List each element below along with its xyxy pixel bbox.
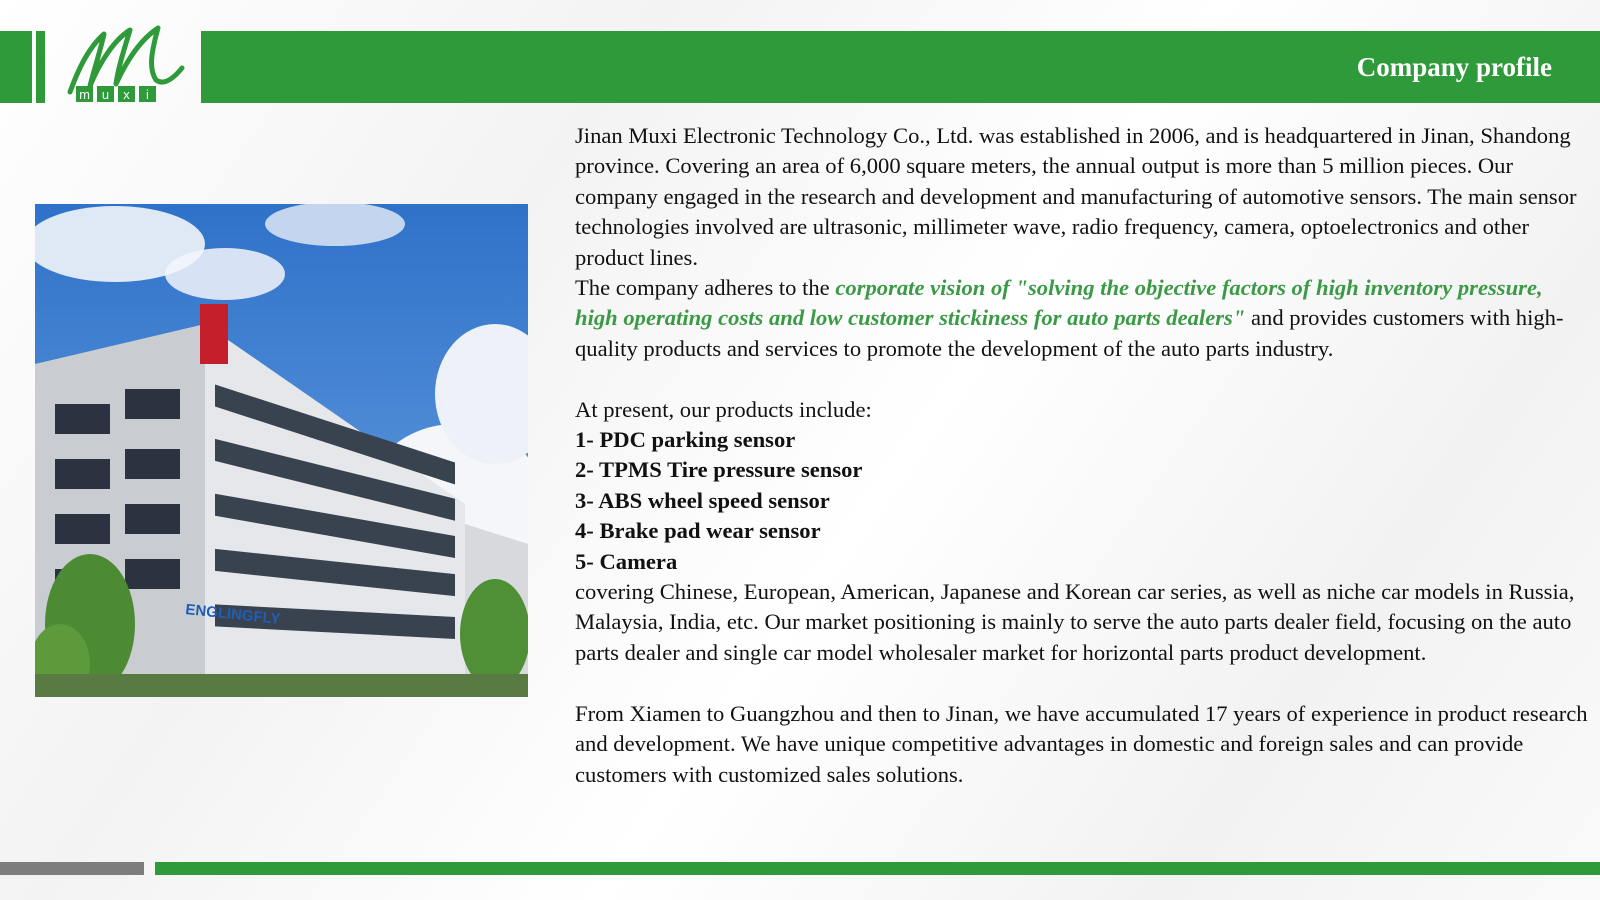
spacer <box>575 668 1590 698</box>
muxi-logo <box>60 22 190 108</box>
company-building-photo <box>35 204 528 697</box>
vision-highlight: corporate vision of "solving the objective factors of high inventory pressure, high operating costs and low customer stickiness for auto parts dealers" <box>575 275 1543 331</box>
experience-paragraph: From Xiamen to Guangzhou and then to Jinan, we have accumulated 17 years of experience in product research and development. We have unique competitive advantages in domestic and foreign sales and can provide customers with customized sales solutions. <box>575 700 1588 787</box>
product-item: 1- PDC parking sensor <box>575 427 796 453</box>
product-item: 2- TPMS Tire pressure sensor <box>575 457 863 483</box>
header-bar <box>201 31 1600 103</box>
footer-green-bar <box>155 862 1600 875</box>
product-item: 5- Camera <box>575 548 678 574</box>
vision-prefix: The company adheres to the <box>575 275 836 301</box>
muxi-logo-icon <box>60 22 190 108</box>
header-left-block <box>0 31 32 103</box>
spacer <box>575 364 1590 394</box>
products-intro: At present, our products include: <box>575 396 872 422</box>
page-title: Company profile <box>1356 51 1552 82</box>
vision-suffix: and provides customers with high-quality products and services to promote the development of the auto parts industry. <box>575 305 1564 361</box>
header-left-stripe <box>36 31 45 103</box>
logo-letter-i: i <box>146 87 149 102</box>
logo-letter-u: u <box>101 87 110 102</box>
footer-gray-bar <box>0 862 144 875</box>
company-profile-text <box>575 121 1590 790</box>
logo-letter-m: m <box>79 87 90 102</box>
coverage-paragraph: covering Chinese, European, American, Japanese and Korean car series, as well as niche car models in Russia, Malaysia, India, etc. Our market positioning is mainly to serve the auto parts dealer field, focusing on the auto parts dealer and single car model wholesaler market for horizontal parts product development. <box>575 579 1575 665</box>
building-sign: ENGLINGFLY <box>184 601 282 628</box>
product-item: 4- Brake pad wear sensor <box>575 518 821 544</box>
vision-paragraph <box>575 273 1590 364</box>
intro-paragraph: Jinan Muxi Electronic Technology Co., Ltd. was established in 2006, and is headquartered in Jinan, Shandong province. Covering an area of 6,000 square meters, the annual output is more than 5 million pieces. Our company engaged in the research and development and manufacturing of automotive sensors. The main sensor technologies involved are ultrasonic, millimeter wave, radio frequency, camera, optoelectronics and other product lines. <box>575 123 1577 270</box>
product-item: 3- ABS wheel speed sensor <box>575 487 830 513</box>
logo-letter-x: x <box>123 87 130 102</box>
